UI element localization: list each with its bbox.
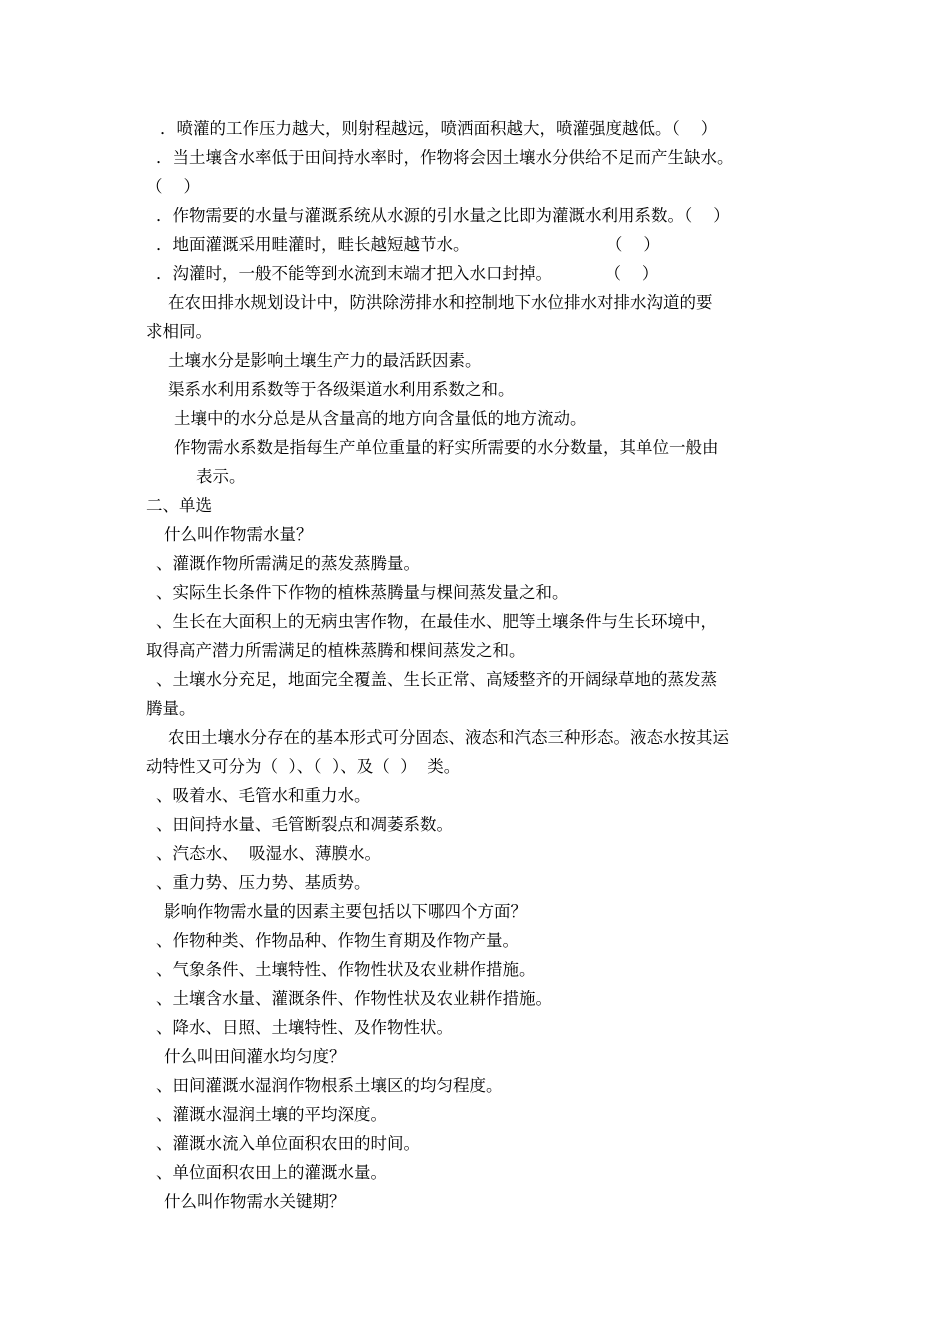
- question-1-option-b: 、实际生长条件下作物的植株蒸腾量与棵间蒸发量之和。: [156, 583, 569, 602]
- true-false-item-10: 作物需水系数是指每生产单位重量的籽实所需要的水分数量，其单位一般由: [174, 438, 719, 457]
- question-4-option-d: 、单位面积农田上的灌溉水量。: [156, 1163, 387, 1182]
- true-false-item-6: 在农田排水规划设计中，防洪除涝排水和控制地下水位排水对排水沟道的要: [168, 293, 713, 312]
- question-4-option-a: 、田间灌溉水湿润作物根系土壤区的均匀程度。: [156, 1076, 503, 1095]
- true-false-item-10-cont: 表示。: [196, 467, 246, 486]
- question-3-option-d: 、降水、日照、土壤特性、及作物性状。: [156, 1018, 453, 1037]
- true-false-item-3: ．作物需要的水量与灌溉系统从水源的引水量之比即为灌溉水利用系数。（ ）: [156, 206, 730, 225]
- question-3-option-a: 、作物种类、作物品种、作物生育期及作物产量。: [156, 931, 519, 950]
- document-body: [146, 114, 811, 1216]
- question-1-option-d-cont: 腾量。: [146, 699, 196, 718]
- true-false-item-5: ．沟灌时，一般不能等到水流到末端才把入水口封掉。 （ ）: [156, 264, 659, 283]
- question-1-option-c: 、生长在大面积上的无病虫害作物，在最佳水、肥等土壤条件与生长环境中，: [156, 612, 717, 631]
- question-3: 影响作物需水量的因素主要包括以下哪四个方面？: [164, 902, 527, 921]
- true-false-item-2: ．当土壤含水率低于田间持水率时，作物将会因土壤水分供给不足而产生缺水。: [156, 148, 734, 167]
- question-1-option-a: 、灌溉作物所需满足的蒸发蒸腾量。: [156, 554, 420, 573]
- true-false-item-9: 土壤中的水分总是从含量高的地方向含量低的地方流动。: [174, 409, 587, 428]
- question-4: 什么叫田间灌水均匀度？: [164, 1047, 346, 1066]
- true-false-item-4: ．地面灌溉采用畦灌时，畦长越短越节水。 （ ）: [156, 235, 660, 254]
- question-3-option-c: 、土壤含水量、灌溉条件、作物性状及农业耕作措施。: [156, 989, 552, 1008]
- question-2-option-b: 、田间持水量、毛管断裂点和凋萎系数。: [156, 815, 453, 834]
- true-false-item-2-bracket: （ ）: [146, 177, 200, 196]
- question-5: 什么叫作物需水关键期？: [164, 1192, 346, 1211]
- question-1-option-c-cont: 取得高产潜力所需满足的植株蒸腾和棵间蒸发之和。: [146, 641, 526, 660]
- question-3-option-b: 、气象条件、土壤特性、作物性状及农业耕作措施。: [156, 960, 536, 979]
- question-2-cont: 动特性又可分为（ ）、（ ）、及（ ） 类。: [146, 757, 461, 776]
- section-heading-single-choice: 二、单选: [146, 496, 212, 515]
- true-false-item-6-cont: 求相同。: [146, 322, 212, 341]
- true-false-item-7: 土壤水分是影响土壤生产力的最活跃因素。: [168, 351, 482, 370]
- question-2: 农田土壤水分存在的基本形式可分固态、液态和汽态三种形态。液态水按其运: [168, 728, 729, 747]
- question-4-option-b: 、灌溉水湿润土壤的平均深度。: [156, 1105, 387, 1124]
- question-2-option-a: 、吸着水、毛管水和重力水。: [156, 786, 371, 805]
- true-false-item-8: 渠系水利用系数等于各级渠道水利用系数之和。: [168, 380, 515, 399]
- true-false-item-1: ．喷灌的工作压力越大，则射程越远，喷洒面积越大，喷灌强度越低。（ ）: [160, 119, 718, 138]
- question-1: 什么叫作物需水量？: [164, 525, 313, 544]
- question-2-option-d: 、重力势、压力势、基质势。: [156, 873, 371, 892]
- question-1-option-d: 、土壤水分充足，地面完全覆盖、生长正常、高矮整齐的开阔绿草地的蒸发蒸: [156, 670, 717, 689]
- question-2-option-c: 、汽态水、 吸湿水、薄膜水。: [156, 844, 381, 863]
- question-4-option-c: 、灌溉水流入单位面积农田的时间。: [156, 1134, 420, 1153]
